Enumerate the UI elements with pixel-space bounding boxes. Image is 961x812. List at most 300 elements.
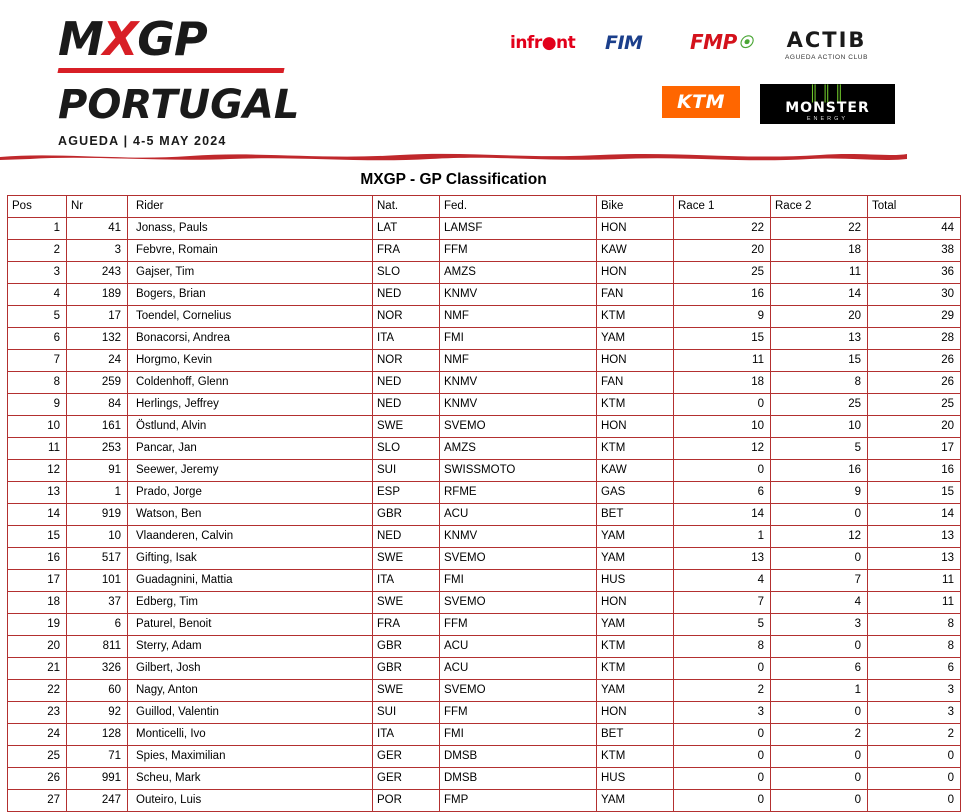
fmp-leaf-icon: ⦿ — [738, 35, 753, 51]
cell-total: 13 — [868, 526, 961, 548]
cell-bike: HUS — [597, 570, 674, 592]
cell-rider: Spies, Maximilian — [128, 746, 373, 768]
cell-fed: SVEMO — [440, 592, 597, 614]
cell-total: 0 — [868, 790, 961, 812]
table-row — [8, 218, 961, 240]
cell-race1: 8 — [674, 636, 771, 658]
cell-nat: SWE — [373, 592, 440, 614]
cell-race1: 0 — [674, 790, 771, 812]
cell-pos: 21 — [8, 658, 67, 680]
cell-nat: NED — [373, 526, 440, 548]
cell-total: 29 — [868, 306, 961, 328]
cell-race2: 0 — [771, 636, 868, 658]
table-row — [8, 592, 961, 614]
cell-nr: 247 — [67, 790, 128, 812]
column-header-rider: Rider — [128, 196, 373, 218]
cell-nr: 1 — [67, 482, 128, 504]
cell-bike: HON — [597, 262, 674, 284]
cell-rider: Nagy, Anton — [128, 680, 373, 702]
sponsor-row-top — [500, 28, 900, 62]
cell-rider: Horgmo, Kevin — [128, 350, 373, 372]
table-row — [8, 526, 961, 548]
cell-nat: ITA — [373, 724, 440, 746]
cell-nr: 41 — [67, 218, 128, 240]
table-row — [8, 570, 961, 592]
page-title: MXGP - GP Classification — [360, 171, 547, 188]
cell-fed: SVEMO — [440, 416, 597, 438]
cell-bike: HON — [597, 350, 674, 372]
red-rule — [57, 68, 284, 73]
table-row — [8, 680, 961, 702]
cell-nat: SWE — [373, 548, 440, 570]
cell-pos: 2 — [8, 240, 67, 262]
cell-race2: 25 — [771, 394, 868, 416]
cell-race2: 5 — [771, 438, 868, 460]
cell-race2: 6 — [771, 658, 868, 680]
cell-pos: 17 — [8, 570, 67, 592]
table-row — [8, 724, 961, 746]
table-row — [8, 394, 961, 416]
table-row — [8, 328, 961, 350]
cell-nat: SWE — [373, 680, 440, 702]
cell-race1: 0 — [674, 460, 771, 482]
cell-rider: Jonass, Pauls — [128, 218, 373, 240]
table-row — [8, 746, 961, 768]
cell-pos: 1 — [8, 218, 67, 240]
ktm-logo: KTM — [662, 86, 740, 118]
cell-pos: 24 — [8, 724, 67, 746]
cell-bike: YAM — [597, 680, 674, 702]
cell-rider: Prado, Jorge — [128, 482, 373, 504]
cell-bike: YAM — [597, 328, 674, 350]
event-branding — [58, 12, 300, 148]
cell-nat: GBR — [373, 658, 440, 680]
monster-subtitle: ENERGY — [806, 116, 849, 123]
cell-pos: 14 — [8, 504, 67, 526]
cell-rider: Gilbert, Josh — [128, 658, 373, 680]
cell-total: 8 — [868, 636, 961, 658]
table-row — [8, 372, 961, 394]
cell-nat: SUI — [373, 460, 440, 482]
cell-race1: 22 — [674, 218, 771, 240]
cell-rider: Gajser, Tim — [128, 262, 373, 284]
mxgp-post: GP — [137, 12, 207, 66]
cell-race2: 0 — [771, 548, 868, 570]
cell-rider: Östlund, Alvin — [128, 416, 373, 438]
cell-total: 14 — [868, 504, 961, 526]
cell-rider: Edberg, Tim — [128, 592, 373, 614]
cell-race2: 0 — [771, 790, 868, 812]
cell-race1: 1 — [674, 526, 771, 548]
cell-race1: 25 — [674, 262, 771, 284]
table-row — [8, 548, 961, 570]
event-country: PORTUGAL — [58, 82, 300, 128]
cell-pos: 6 — [8, 328, 67, 350]
cell-bike: YAM — [597, 526, 674, 548]
cell-nr: 91 — [67, 460, 128, 482]
cell-total: 25 — [868, 394, 961, 416]
cell-bike: KTM — [597, 306, 674, 328]
cell-total: 20 — [868, 416, 961, 438]
cell-race1: 18 — [674, 372, 771, 394]
cell-race1: 6 — [674, 482, 771, 504]
mxgp-pre: M — [58, 12, 103, 66]
cell-race2: 20 — [771, 306, 868, 328]
red-brush-divider — [0, 150, 907, 164]
cell-race1: 0 — [674, 746, 771, 768]
cell-race1: 9 — [674, 306, 771, 328]
mxgp-x: X — [102, 12, 138, 66]
cell-bike: HON — [597, 218, 674, 240]
cell-fed: KNMV — [440, 526, 597, 548]
cell-pos: 16 — [8, 548, 67, 570]
column-header-nr: Nr — [67, 196, 128, 218]
cell-total: 3 — [868, 680, 961, 702]
table-row — [8, 262, 961, 284]
cell-race2: 15 — [771, 350, 868, 372]
column-header-race2: Race 2 — [771, 196, 868, 218]
cell-rider: Gifting, Isak — [128, 548, 373, 570]
cell-pos: 8 — [8, 372, 67, 394]
cell-race2: 0 — [771, 768, 868, 790]
cell-nr: 919 — [67, 504, 128, 526]
cell-nat: SWE — [373, 416, 440, 438]
table-row — [8, 658, 961, 680]
sponsor-row-bottom — [650, 84, 900, 124]
monster-wordmark: MONSTER — [785, 99, 870, 116]
cell-fed: SWISSMOTO — [440, 460, 597, 482]
cell-total: 38 — [868, 240, 961, 262]
cell-race1: 16 — [674, 284, 771, 306]
cell-fed: SVEMO — [440, 548, 597, 570]
cell-fed: SVEMO — [440, 680, 597, 702]
monster-claw-icon: ║║║ — [808, 84, 847, 102]
cell-nr: 60 — [67, 680, 128, 702]
cell-race1: 0 — [674, 394, 771, 416]
cell-fed: DMSB — [440, 746, 597, 768]
cell-rider: Febvre, Romain — [128, 240, 373, 262]
cell-nat: POR — [373, 790, 440, 812]
cell-bike: KAW — [597, 460, 674, 482]
cell-nat: ITA — [373, 328, 440, 350]
cell-nat: FRA — [373, 240, 440, 262]
cell-race2: 8 — [771, 372, 868, 394]
table-row — [8, 614, 961, 636]
cell-pos: 15 — [8, 526, 67, 548]
cell-fed: KNMV — [440, 394, 597, 416]
cell-race2: 10 — [771, 416, 868, 438]
actib-subtitle: AGUEDA ACTION CLUB — [785, 54, 869, 61]
cell-total: 11 — [868, 570, 961, 592]
cell-fed: NMF — [440, 350, 597, 372]
cell-nr: 17 — [67, 306, 128, 328]
cell-race1: 4 — [674, 570, 771, 592]
cell-total: 26 — [868, 372, 961, 394]
cell-nr: 161 — [67, 416, 128, 438]
cell-rider: Toendel, Cornelius — [128, 306, 373, 328]
cell-rider: Bonacorsi, Andrea — [128, 328, 373, 350]
cell-bike: BET — [597, 504, 674, 526]
cell-total: 16 — [868, 460, 961, 482]
cell-race2: 4 — [771, 592, 868, 614]
cell-fed: FMP — [440, 790, 597, 812]
column-header-pos: Pos — [8, 196, 67, 218]
table-row — [8, 284, 961, 306]
table-header-row — [8, 196, 961, 218]
cell-race2: 7 — [771, 570, 868, 592]
cell-fed: KNMV — [440, 372, 597, 394]
fim-logo: FIM — [605, 32, 643, 54]
cell-rider: Paturel, Benoit — [128, 614, 373, 636]
table-row — [8, 350, 961, 372]
cell-race1: 0 — [674, 724, 771, 746]
cell-pos: 3 — [8, 262, 67, 284]
cell-nr: 92 — [67, 702, 128, 724]
table-row — [8, 306, 961, 328]
cell-race2: 22 — [771, 218, 868, 240]
cell-bike: KTM — [597, 438, 674, 460]
monster-energy-logo — [760, 84, 895, 124]
cell-bike: KTM — [597, 394, 674, 416]
cell-fed: FMI — [440, 570, 597, 592]
cell-fed: NMF — [440, 306, 597, 328]
cell-fed: ACU — [440, 504, 597, 526]
cell-nat: FRA — [373, 614, 440, 636]
cell-fed: ACU — [440, 658, 597, 680]
cell-total: 6 — [868, 658, 961, 680]
cell-race1: 14 — [674, 504, 771, 526]
cell-fed: KNMV — [440, 284, 597, 306]
table-row — [8, 416, 961, 438]
cell-race2: 18 — [771, 240, 868, 262]
cell-total: 8 — [868, 614, 961, 636]
table-row — [8, 768, 961, 790]
column-header-total: Total — [868, 196, 961, 218]
cell-race2: 0 — [771, 504, 868, 526]
cell-nr: 253 — [67, 438, 128, 460]
actib-wordmark: ACTIB — [786, 28, 867, 52]
column-header-fed: Fed. — [440, 196, 597, 218]
cell-rider: Outeiro, Luis — [128, 790, 373, 812]
cell-nr: 132 — [67, 328, 128, 350]
cell-race2: 0 — [771, 746, 868, 768]
cell-race1: 10 — [674, 416, 771, 438]
table-row — [8, 702, 961, 724]
cell-nr: 259 — [67, 372, 128, 394]
cell-nat: SLO — [373, 262, 440, 284]
cell-race2: 0 — [771, 702, 868, 724]
cell-fed: AMZS — [440, 262, 597, 284]
cell-total: 13 — [868, 548, 961, 570]
table-row — [8, 790, 961, 812]
event-header — [0, 0, 907, 162]
cell-total: 44 — [868, 218, 961, 240]
cell-total: 11 — [868, 592, 961, 614]
cell-pos: 19 — [8, 614, 67, 636]
cell-race1: 7 — [674, 592, 771, 614]
cell-fed: FMI — [440, 724, 597, 746]
cell-nat: NOR — [373, 306, 440, 328]
cell-race1: 11 — [674, 350, 771, 372]
cell-fed: LAMSF — [440, 218, 597, 240]
fmp-text: FMP — [690, 30, 737, 54]
cell-race1: 3 — [674, 702, 771, 724]
cell-fed: AMZS — [440, 438, 597, 460]
cell-rider: Sterry, Adam — [128, 636, 373, 658]
table-row — [8, 482, 961, 504]
cell-bike: YAM — [597, 614, 674, 636]
cell-nr: 84 — [67, 394, 128, 416]
cell-bike: FAN — [597, 372, 674, 394]
cell-pos: 18 — [8, 592, 67, 614]
actib-logo — [785, 28, 868, 61]
cell-bike: KTM — [597, 636, 674, 658]
cell-bike: YAM — [597, 548, 674, 570]
cell-bike: HUS — [597, 768, 674, 790]
cell-pos: 11 — [8, 438, 67, 460]
cell-rider: Scheu, Mark — [128, 768, 373, 790]
cell-fed: RFME — [440, 482, 597, 504]
cell-race2: 2 — [771, 724, 868, 746]
gp-classification-table — [7, 195, 961, 812]
cell-rider: Guillod, Valentin — [128, 702, 373, 724]
cell-nr: 189 — [67, 284, 128, 306]
cell-race1: 15 — [674, 328, 771, 350]
cell-fed: DMSB — [440, 768, 597, 790]
cell-race2: 9 — [771, 482, 868, 504]
cell-rider: Pancar, Jan — [128, 438, 373, 460]
cell-rider: Herlings, Jeffrey — [128, 394, 373, 416]
cell-pos: 4 — [8, 284, 67, 306]
cell-bike: KTM — [597, 658, 674, 680]
cell-nr: 128 — [67, 724, 128, 746]
cell-nr: 6 — [67, 614, 128, 636]
cell-pos: 22 — [8, 680, 67, 702]
cell-rider: Watson, Ben — [128, 504, 373, 526]
cell-total: 30 — [868, 284, 961, 306]
cell-fed: FFM — [440, 240, 597, 262]
cell-pos: 5 — [8, 306, 67, 328]
cell-nat: LAT — [373, 218, 440, 240]
cell-pos: 20 — [8, 636, 67, 658]
cell-nat: GER — [373, 746, 440, 768]
cell-total: 28 — [868, 328, 961, 350]
cell-pos: 10 — [8, 416, 67, 438]
cell-bike: BET — [597, 724, 674, 746]
cell-pos: 23 — [8, 702, 67, 724]
cell-nat: SLO — [373, 438, 440, 460]
mxgp-wordmark — [58, 12, 288, 66]
cell-total: 17 — [868, 438, 961, 460]
cell-nr: 71 — [67, 746, 128, 768]
column-header-nat: Nat. — [373, 196, 440, 218]
cell-nr: 101 — [67, 570, 128, 592]
cell-bike: HON — [597, 592, 674, 614]
cell-race2: 12 — [771, 526, 868, 548]
cell-race2: 16 — [771, 460, 868, 482]
cell-nat: NED — [373, 372, 440, 394]
table-row — [8, 636, 961, 658]
cell-bike: HON — [597, 416, 674, 438]
cell-total: 36 — [868, 262, 961, 284]
table-row — [8, 504, 961, 526]
cell-bike: KTM — [597, 746, 674, 768]
column-header-race1: Race 1 — [674, 196, 771, 218]
cell-rider: Bogers, Brian — [128, 284, 373, 306]
cell-bike: GAS — [597, 482, 674, 504]
cell-nr: 991 — [67, 768, 128, 790]
cell-fed: FFM — [440, 614, 597, 636]
cell-race2: 11 — [771, 262, 868, 284]
cell-nat: ESP — [373, 482, 440, 504]
cell-race2: 13 — [771, 328, 868, 350]
cell-rider: Monticelli, Ivo — [128, 724, 373, 746]
cell-nat: ITA — [373, 570, 440, 592]
table-row — [8, 240, 961, 262]
cell-race2: 14 — [771, 284, 868, 306]
cell-race2: 1 — [771, 680, 868, 702]
cell-race1: 12 — [674, 438, 771, 460]
cell-pos: 25 — [8, 746, 67, 768]
cell-nat: NED — [373, 394, 440, 416]
cell-total: 2 — [868, 724, 961, 746]
cell-pos: 27 — [8, 790, 67, 812]
cell-nat: GBR — [373, 504, 440, 526]
cell-nr: 24 — [67, 350, 128, 372]
cell-total: 3 — [868, 702, 961, 724]
cell-nat: GBR — [373, 636, 440, 658]
cell-rider: Coldenhoff, Glenn — [128, 372, 373, 394]
cell-nr: 326 — [67, 658, 128, 680]
cell-race1: 20 — [674, 240, 771, 262]
cell-race1: 0 — [674, 768, 771, 790]
cell-race1: 0 — [674, 658, 771, 680]
cell-total: 26 — [868, 350, 961, 372]
cell-pos: 12 — [8, 460, 67, 482]
cell-nat: GER — [373, 768, 440, 790]
cell-fed: FFM — [440, 702, 597, 724]
table-row — [8, 438, 961, 460]
cell-nr: 37 — [67, 592, 128, 614]
cell-nr: 243 — [67, 262, 128, 284]
cell-pos: 9 — [8, 394, 67, 416]
cell-pos: 26 — [8, 768, 67, 790]
cell-race1: 2 — [674, 680, 771, 702]
cell-race2: 3 — [771, 614, 868, 636]
cell-fed: ACU — [440, 636, 597, 658]
cell-bike: HON — [597, 702, 674, 724]
column-header-bike: Bike — [597, 196, 674, 218]
cell-rider: Seewer, Jeremy — [128, 460, 373, 482]
cell-bike: FAN — [597, 284, 674, 306]
fmp-logo — [690, 30, 752, 54]
cell-bike: YAM — [597, 790, 674, 812]
cell-nr: 811 — [67, 636, 128, 658]
cell-race1: 5 — [674, 614, 771, 636]
cell-race1: 13 — [674, 548, 771, 570]
cell-nr: 517 — [67, 548, 128, 570]
table-row — [8, 460, 961, 482]
cell-total: 0 — [868, 746, 961, 768]
cell-nat: NED — [373, 284, 440, 306]
cell-pos: 7 — [8, 350, 67, 372]
cell-pos: 13 — [8, 482, 67, 504]
cell-nr: 3 — [67, 240, 128, 262]
cell-total: 0 — [868, 768, 961, 790]
cell-nat: NOR — [373, 350, 440, 372]
cell-nr: 10 — [67, 526, 128, 548]
cell-nat: SUI — [373, 702, 440, 724]
